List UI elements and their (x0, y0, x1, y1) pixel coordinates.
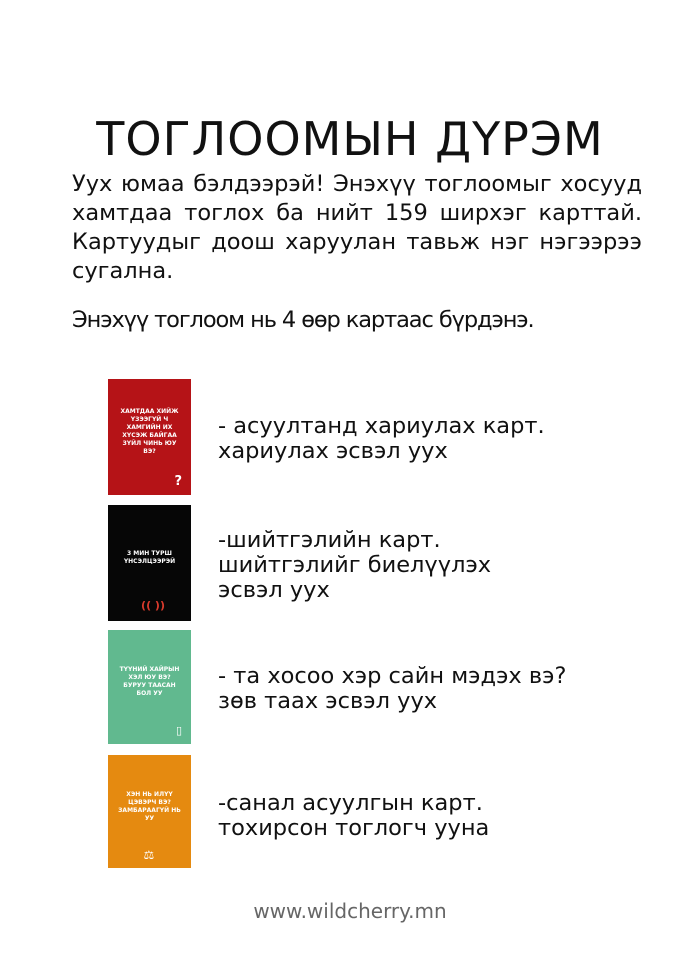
glass-icon: ▯ (175, 724, 182, 737)
poll-card (108, 755, 191, 868)
website-url[interactable]: www.wildcherry.mn (253, 899, 447, 923)
card-text: ТҮҮНИЙ ХАЙРЫН ХЭЛ ЮУ ВЭ? БУРУУ ТААСАН БОЛ УУ (119, 666, 180, 697)
card-type-label: -санал асуулгын карт. (218, 790, 483, 816)
guess-card-description (218, 664, 678, 714)
dare-card-description (218, 528, 678, 603)
lips-icon: (( )) (141, 599, 165, 612)
card-text: ХАМТДАА ХИЙЖ ҮЗЭЭГҮЙ Ч ХАМГИЙН ИХ ХҮСЭЖ БАЙГАА ЗҮЙЛ ЧИНЬ ЮУ ВЭ? (120, 408, 179, 455)
card-text: 3 МИН ТУРШ ҮНСЭЛЦЭЭРЭЙ (123, 550, 176, 565)
poll-card-description (218, 791, 678, 841)
card-rule: хариулах эсвэл уух (218, 438, 448, 464)
guess-card (108, 630, 191, 744)
card-rule-continued: эсвэл уух (218, 577, 330, 603)
card-rule: шийтгэлийг биелүүлэх (218, 552, 492, 578)
dare-card (108, 505, 191, 621)
question-mark-icon: ? (174, 474, 182, 489)
intro-paragraph: Уух юмаа бэлдээрэй! Энэхүү тоглоомыг хосууд хамтдаа тоглох ба нийт 159 ширхэг карттай. Картуудыг доош харуулан тавьж нэг нэгээрээ сугална. (72, 171, 642, 284)
card-type-label: - асуултанд хариулах карт. (218, 413, 545, 439)
card-rule: тохирсон тоглогч ууна (218, 815, 490, 841)
question-card-description (218, 414, 678, 464)
page-title: ТОГЛООМЫН ДҮРЭМ (96, 111, 604, 166)
card-rule: зөв таах эсвэл уух (218, 688, 438, 714)
card-type-label: -шийтгэлийн карт. (218, 527, 441, 553)
question-card (108, 379, 191, 495)
scales-icon: ⚖ (143, 848, 155, 862)
card-type-label: - та хосоо хэр сайн мэдэх вэ? (218, 663, 567, 689)
card-count-paragraph: Энэхүү тоглоом нь 4 өөр картаас бүрдэнэ. (72, 307, 534, 333)
card-text: ХЭН НЬ ИЛҮҮ ЦЭВЭРЧ ВЭ? ЗАМБАРААГҮЙ НЬ УУ (118, 790, 181, 822)
